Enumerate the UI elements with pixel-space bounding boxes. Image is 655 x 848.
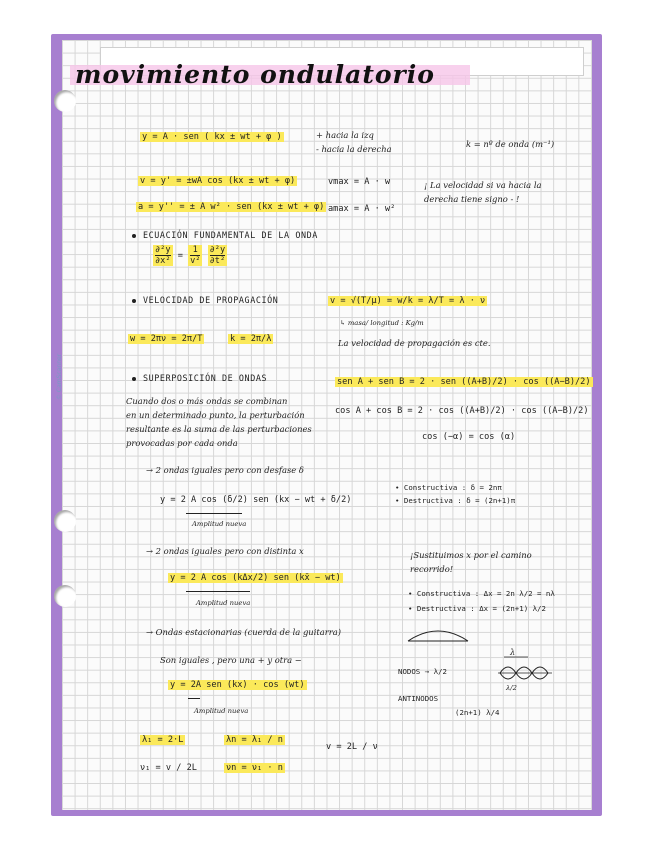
lambda-label: λ (510, 647, 516, 657)
velocity-equation: v = y' = ±wA cos (kx ± wt + φ) (140, 176, 296, 186)
punch-hole (54, 585, 76, 607)
angular-frequency-equation: w = 2πν = 2π/T (130, 334, 203, 344)
fundamental-frequency: ν₁ = v / 2L (140, 763, 197, 773)
amplitude-label: Amplitud nueva (194, 707, 249, 715)
fundamental-wavelength: λ₁ = 2·L (142, 735, 184, 745)
mu-note: ↳ masa/ longitud : Kg/m (340, 319, 424, 327)
underline (186, 513, 242, 514)
amplitude-label: Amplitud nueva (196, 599, 251, 607)
punch-hole (54, 510, 76, 532)
case-standing-waves: → Ondas estacionarias (cuerda de la guitarra) (146, 627, 342, 637)
fundamental-equation: $\frac{\text{∂²y}}{\text{∂x²}}$ = $\frac{1}{\text{v²}}$ $\frac{\text{∂²y}}{\text{∂t²}}$ (155, 245, 226, 266)
direction-left-note: + hacia la izq (316, 130, 374, 140)
wave-number-equation: k = 2π/λ (230, 334, 272, 344)
harmonic-wavelength: λn = λ₁ / n (226, 735, 283, 745)
constructive-path-condition: • Constructiva : Δx = 2n λ/2 = nλ (408, 589, 555, 598)
nodes-label: NODOS → λ/2 (398, 667, 447, 676)
velocity-sign-note: ¡ La velocidad si va hacia la derecha tiene signo - ! (424, 180, 542, 204)
amplitude-label: Amplitud nueva (192, 520, 247, 528)
propagation-velocity-equation: v = √(T/μ) = w/k = λ/T = λ · ν (330, 296, 486, 306)
harmonic-frequency: νn = ν₁ · n (226, 763, 283, 773)
velocity-relation: v = 2L / ν (326, 742, 378, 752)
superposition-text: provocadas por cada onda (126, 438, 238, 448)
amax-equation: amax = A · w² (328, 204, 396, 214)
destructive-condition: • Destructiva : δ = (2n+1)π (395, 496, 516, 505)
constructive-condition: • Constructiva : δ = 2nπ (395, 483, 502, 492)
section-fundamental: ECUACIÓN FUNDAMENTAL DE LA ONDA (132, 230, 318, 240)
case-phase-equation: y = 2 A cos (δ/2) sen (kx − wt + δ/2) (160, 495, 352, 505)
section-superposition: SUPERPOSICIÓN DE ONDAS (132, 373, 267, 383)
cosine-even-identity: cos (−α) = cos (α) (422, 432, 516, 442)
bullet-icon (132, 377, 136, 381)
case-path-difference: → 2 ondas iguales pero con distinta x (146, 546, 304, 556)
scanner-watermark: © CamScanner (56, 353, 63, 400)
antinodes-value: (2n+1) λ/4 (455, 708, 500, 717)
underline (186, 591, 250, 592)
wave-equation: y = A · sen ( kx ± wt + φ ) (142, 132, 282, 142)
antinodes-label: ANTINODOS (398, 694, 439, 703)
wave-number-note: k = nº de onda (m⁻¹) (466, 139, 555, 149)
case-phase-difference: → 2 ondas iguales pero con desfase δ (146, 465, 304, 475)
superposition-text: en un determinado punto, la perturbación (126, 410, 305, 420)
sum-sine-identity: sen A + sen B = 2 · sen ((A+B)/2) · cos ((A−B)/2) (337, 377, 591, 387)
superposition-text: Cuando dos o más ondas se combinan (126, 396, 288, 406)
bullet-icon (132, 299, 136, 303)
punch-hole (54, 90, 76, 112)
bullet-icon (132, 234, 136, 238)
sum-cosine-identity: cos A + cos B = 2 · cos ((A+B)/2) · cos ((A−B)/2) (335, 406, 589, 416)
standing-wave-diagram (400, 625, 560, 695)
case-path-equation: y = 2 A cos (kΔx/2) sen (kx̄ − wt) (170, 573, 341, 583)
vmax-equation: vmax = A · w (328, 177, 391, 187)
page-title: movimiento ondulatorio (75, 60, 435, 89)
acceleration-equation: a = y'' = ± A w² · sen (kx ± wt + φ) (138, 202, 325, 212)
underline (188, 698, 200, 699)
constant-velocity-note: La velocidad de propagación es cte. (338, 338, 491, 348)
substitution-note: ¡Sustituimos x por el camino recorrido! (410, 550, 532, 574)
half-lambda-label: λ/2 (506, 684, 517, 692)
section-velocity: VELOCIDAD DE PROPAGACIÓN (132, 295, 278, 305)
standing-wave-note: Son iguales , pero una + y otra − (160, 655, 302, 665)
destructive-path-condition: • Destructiva : Δx = (2n+1) λ/2 (408, 604, 546, 613)
standing-wave-equation: y = 2A sen (kx) · cos (wt) (170, 680, 305, 690)
superposition-text: resultante es la suma de las perturbaciones (126, 424, 312, 434)
direction-right-note: - hacia la derecha (316, 144, 392, 154)
